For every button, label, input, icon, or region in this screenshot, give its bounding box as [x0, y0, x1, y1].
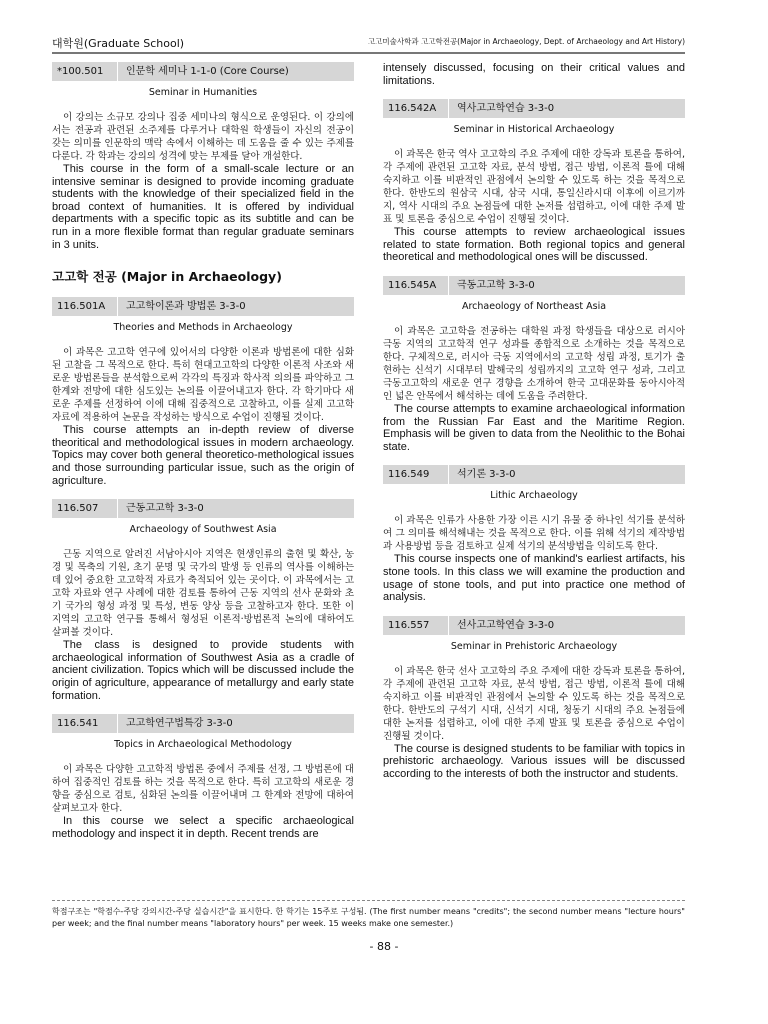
course-code: 116.507 — [52, 499, 118, 518]
course-description-english: This course inspects one of mankind's earliest artifacts, his stone tools. In this class we will examine the production and usage of stone tools, and put into practice one method of analysis. — [383, 553, 685, 604]
course-description-korean: 근동 지역으로 알려진 서남아시아 지역은 현생인류의 출현 및 확산, 농경 및 목축의 기원, 초기 문명 및 국가의 발생 등 인류의 역사를 이해하는 데 있어 중요한 고고학적 자료가 축적되어 있는 곳이다. 이 과목에서는 고고학 자료와 연구 사례에 대한 검토를 통하여 근동 지역의 선사 문화와 초기 국가의 형성 과정 및 특성, 변동 양상 등을 고찰하고자 한다. 또한 이 지역의 고고학 연구를 통해서 형성된 이론적·방법론적 논의에 대하여도 살펴볼 것이다. — [52, 549, 354, 639]
course-description-english-continued: intensely discussed, focusing on their critical values and limitations. — [383, 62, 685, 87]
course-english-title: Archaeology of Northeast Asia — [461, 300, 607, 312]
course-header-bar — [383, 616, 685, 635]
page-number: - 88 - — [369, 940, 399, 953]
course-english-title: Seminar in Humanities — [148, 87, 258, 98]
course-header-bar — [383, 465, 685, 484]
page-header — [52, 34, 685, 54]
course-code: 116.557 — [383, 616, 449, 635]
course-header-bar — [52, 714, 354, 733]
header-school: 대학원(Graduate School) — [52, 37, 185, 50]
course-header-bar — [52, 62, 354, 81]
course-description-korean: 이 과목은 고고학 연구에 있어서의 다양한 이론과 방법론에 대한 심화된 고찰을 그 목적으로 한다. 특히 현대고고학의 다양한 이론적 사조와 새로운 방법론들을 분석함으로써 각각의 특징과 학사적 의의를 파악하고 그 한계와 전망에 대한 심도있는 논의를 이끌어내고자 한다. 각 학기마다 새로운 주제를 선정하여 이에 대해 집중적으로 고찰하고, 이를 실제 고고학 자료에 적용하여 논문을 작성하는 방식으로 수업이 진행될 것이다. — [52, 347, 354, 424]
course-100-501 — [52, 62, 354, 251]
course-116-549 — [383, 465, 685, 603]
course-code: 116.549 — [383, 465, 449, 484]
course-title: 석기론 3-3-0 — [457, 469, 516, 481]
left-column — [52, 62, 354, 840]
course-title: 인문학 세미나 1-1-0 (Core Course) — [126, 66, 289, 77]
course-description-english: This course in the form of a small-scale lecture or an intensive seminar is designed to provide incoming graduate students with the knowledge of their specialized field in the broad context of humanities. It is offered by individual departments with a specific topic as its subtitle and can be run in a more flexible format than regular graduate seminars in 3 units. — [52, 163, 354, 251]
footer-divider — [52, 900, 685, 901]
course-header-bar — [52, 499, 354, 518]
course-description-korean: 이 과목은 한국 역사 고고학의 주요 주제에 대한 강독과 토론을 통하여, 각 주제에 관련된 고고학 자료, 분석 방법, 접근 방법, 이론적 틀에 대해 숙지하고 이를 비판적인 관점에서 논의할 수 있도록 하는 것을 목적으로 한다. 한반도의 원삼국 시대, 삼국 시대, 통일신라시대 이후에 이르기까지, 역사 시대의 주요 논점들에 대한 논저를 섭렵하고, 이에 대한 주제 발표 및 토론을 중심으로 수업이 진행될 것이다. — [383, 149, 685, 226]
course-title: 근동고고학 3-3-0 — [126, 503, 204, 515]
course-header-bar — [52, 297, 354, 316]
course-116-545A — [383, 276, 685, 453]
course-description-english: The class is designed to provide students with archaeological information of Southwest Asia as a cradle of ancient civilization. Topics which will be discussed include the origin of agriculture, appearance of metallurgy and early state formation. — [52, 639, 354, 702]
course-description-english: This course attempts an in-depth review of diverse theoritical and methodological issues in modern archaeology. Topics may cover both general theoretico-methological issues and those surrounding particular issue, such as the origin of agriculture. — [52, 424, 354, 487]
course-code: 116.501A — [52, 297, 118, 316]
course-description-korean: 이 과목은 한국 선사 고고학의 주요 주제에 대한 강독과 토론을 통하여, 각 주제에 관련된 고고학 자료, 분석 방법, 접근 방법, 이론적 틀에 대해 숙지하고 이를 비판적인 관점에서 논의할 수 있도록 하는 것을 목적으로 한다. 한반도의 구석기 시대, 신석기 시대, 청동기 시대의 주요 논점들에 대한 논저를 섭렵하고, 이에 대한 주제 발표 및 토론을 중심으로 수업이 진행될 것이다. — [383, 665, 685, 742]
course-english-title: Theories and Methods in Archaeology — [113, 322, 293, 334]
course-english-title: Seminar in Prehistoric Archaeology — [450, 640, 618, 652]
course-title: 고고학이론과 방법론 3-3-0 — [126, 301, 246, 313]
course-header-bar — [383, 99, 685, 118]
course-description-english: The course is designed students to be familiar with topics in prehistoric archaeology. Various issues will be discussed according to the interests of both the instructor and students. — [383, 742, 685, 780]
course-english-title: Topics in Archaeological Methodology — [114, 739, 292, 751]
course-code: *100.501 — [52, 62, 118, 81]
course-title: 극동고고학 3-3-0 — [457, 279, 535, 291]
credit-structure-footnote: 학점구조는 "학점수-주당 강의시간-주당 실습시간"을 표시한다. 한 학기는 15주로 구성됨. (The first number means "credits"; the second number means "lecture hours" per week; and the final number means "laboratory hours" per week. 15 weeks make one semester.) — [52, 907, 685, 928]
course-116-557 — [383, 616, 685, 781]
course-header-bar — [383, 276, 685, 295]
course-code: 116.541 — [52, 714, 118, 733]
course-english-title: Seminar in Historical Archaeology — [453, 124, 615, 136]
course-english-title: Archaeology of Southwest Asia — [129, 524, 277, 536]
course-title: 선사고고학연습 3-3-0 — [457, 619, 555, 631]
course-description-korean: 이 과목은 다양한 고고학적 방법론 중에서 주제를 선정, 그 방법론에 대하여 집중적인 검토를 하는 것을 목적으로 한다. 특히 고고학의 새로운 경향을 중심으로 검토, 심화된 논의를 이끌어내며 그 한계와 전망에 대하여 살펴보고자 한다. — [52, 764, 354, 815]
course-description-korean: 이 과목은 인류가 사용한 가장 이른 시기 유물 중 하나인 석기를 분석하여 그 의미를 해석해내는 것을 목적으로 한다. 이를 위해 석기의 제작방법과 사용방법 등을 검토하고 실제 석기의 분석방법을 익히도록 한다. — [383, 515, 685, 553]
course-description-korean: 이 과목은 고고학을 전공하는 대학원 과정 학생들을 대상으로 러시아 극동 지역의 고고학적 연구 성과를 종합적으로 소개하는 것을 목적으로 한다. 구체적으로, 러시아 극동 지역에서의 고고학 성립 과정, 토기가 출현하는 신석기 시대부터 발해국의 성립까지의 고고학 연구 성과, 그리고 극동고고학의 새로운 연구 경향을 소개하여 한국 고대문화를 동아시아적인 넓은 안목에서 해석하는 데에 도움을 주려한다. — [383, 325, 685, 402]
header-department: 고고미술사학과 고고학전공(Major in Archaeology, Dept. of Archaeology and Art History) — [367, 37, 685, 46]
course-description-english: The course attempts to examine archaeological information from the Russian Far East and the Maritime Region. Emphasis will be given to data from the Neolithic to the Bohai state. — [383, 402, 685, 453]
course-116-541 — [52, 714, 354, 840]
course-title: 고고학연구법특강 3-3-0 — [126, 718, 233, 730]
section-title: 고고학 전공 (Major in Archaeology) — [52, 269, 282, 285]
course-english-title: Lithic Archaeology — [490, 490, 578, 502]
course-title: 역사고고학연습 3-3-0 — [457, 103, 555, 115]
course-116-542A — [383, 99, 685, 264]
course-code: 116.542A — [383, 99, 449, 118]
course-code: 116.545A — [383, 276, 449, 295]
course-116-507 — [52, 499, 354, 702]
course-description-english: In this course we select a specific archaeological methodology and inspect it in depth. Recent trends are — [52, 815, 354, 840]
course-description-english: This course attempts to review archaeological issues related to state formation. Both regional topics and general theoretical and methodological ones will be discussed. — [383, 226, 685, 264]
course-116-501A — [52, 297, 354, 487]
course-description-korean: 이 강의는 소규모 강의나 집중 세미나의 형식으로 운영된다. 이 강의에서는 전공과 관련된 소주제를 다루거나 대학원 학생들이 자신의 전공이 갖는 의미를 인문학의 맥락 속에서 이해하는 데 도움을 줄 수 있는 주제를 다룬다. 각 학과는 강의의 성격에 맞는 부제를 달아 개설한다. — [52, 112, 354, 162]
right-column — [383, 62, 685, 781]
